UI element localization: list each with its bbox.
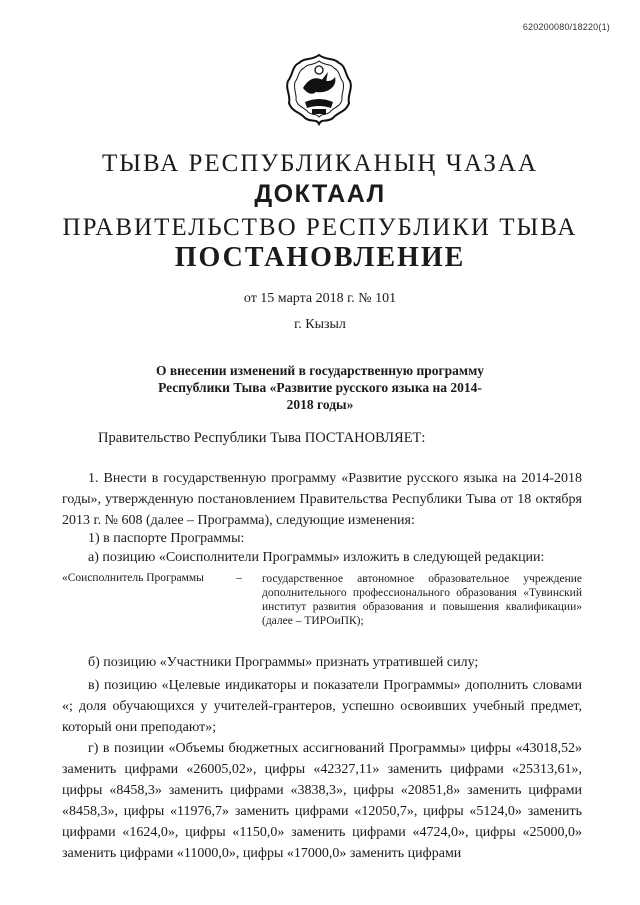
paragraph-item-d: г) в позиции «Объемы бюджетных ассигнований Программы» цифры «43018,52» заменить цифрами «26005,02», цифры «42327,11» заменить цифрами «25313,61», цифры «8458,3» заменить цифрами «3838,3», цифры «20851,8» заменить цифрами «8458,3», цифры «11976,7» заменить цифрами «12050,7», цифры «5124,0» заменить цифрами «1624,0», цифры «1150,0» заменить цифрами «4724,0», цифры «25000,0» заменить цифрами «11000,0», цифры «17000,0» заменить цифрами — [62, 741, 582, 861]
decree-statement: Правительство Республики Тыва ПОСТАНОВЛЯЕТ: — [98, 430, 426, 446]
header-postanovlenie: ПОСТАНОВЛЕНИЕ — [174, 242, 466, 273]
document-date: от 15 марта 2018 г. № 101 — [243, 291, 397, 306]
paragraph-item-c: в) позицию «Целевые индикаторы и показатели Программы» дополнить словами «; доля обучающихся у учителей-грантеров, успешно освоивших учебный предмет, который они преподают»; — [62, 678, 582, 735]
header-tuvan-government: ТЫВА РЕСПУБЛИКАНЫҢ ЧАЗАА — [101, 150, 539, 177]
header-government: ПРАВИТЕЛЬСТВО РЕСПУБЛИКИ ТЫВА — [62, 214, 578, 241]
header-doktaal: ДОКТААЛ — [254, 180, 386, 208]
table-dash: – — [236, 572, 242, 584]
document-city: г. Кызыл — [294, 317, 346, 332]
table-label: «Соисполнитель Программы — [62, 572, 204, 584]
paragraph-item-a: а) позицию «Соисполнители Программы» изложить в следующей редакции: — [88, 550, 545, 565]
paragraph-item-b: б) позицию «Участники Программы» признать утратившей силу; — [88, 655, 479, 670]
tuva-coat-of-arms-icon — [283, 52, 355, 126]
table-text: государственное автономное образовательное учреждение дополнительного профессионального образования «Тувинский институт развития образования и повышения квалификации» (далее – ТИРОиПК); — [262, 573, 582, 627]
document-title: О внесении изменений в государственную программу Республики Тыва «Развитие русского языка на 2014-2018 годы» — [155, 363, 485, 412]
paragraph-1: 1. Внести в государственную программу «Развитие русского языка на 2014-2018 годы», утвержденную постановлением Правительства Республики Тыва от 18 октября 2013 г. № 608 (далее – Программа), следующие изменения: — [62, 471, 582, 528]
paragraph-passport: 1) в паспорте Программы: — [88, 531, 245, 546]
document-number: 620200080/18220(1) — [522, 22, 610, 32]
